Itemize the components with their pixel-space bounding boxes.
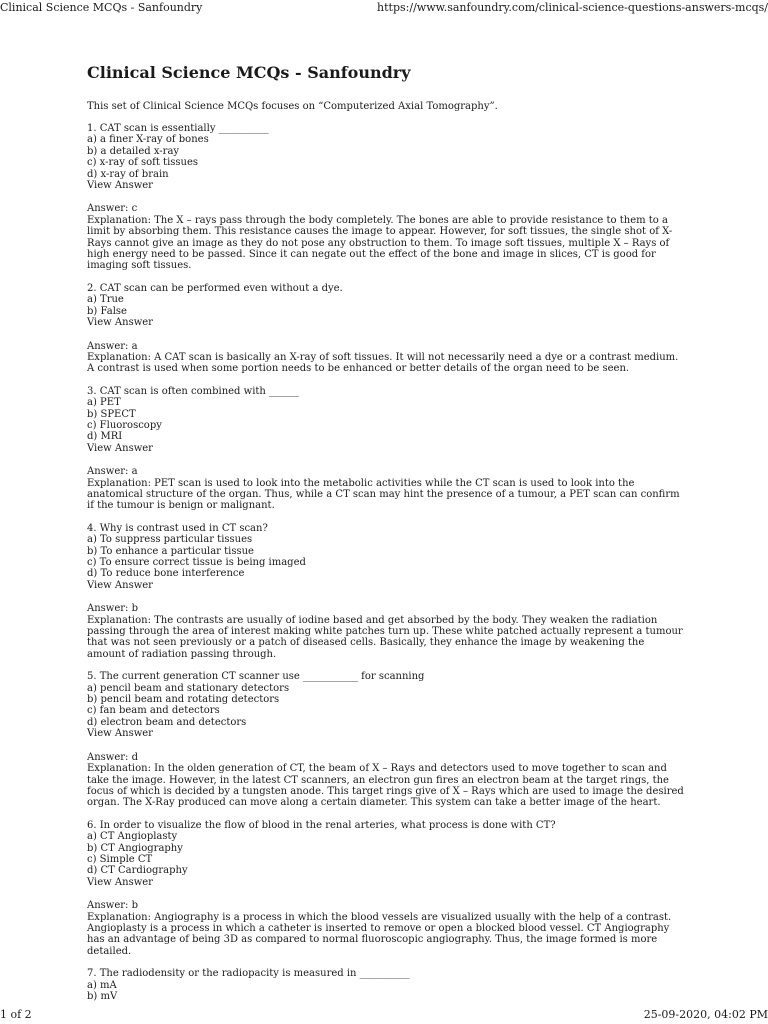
answer-option: a) To suppress particular tissues xyxy=(87,534,253,546)
answer-option: b) a detailed x-ray xyxy=(87,145,180,157)
explanation-text: Explanation: The X – rays pass through the body completely. The bones are able to provide resistance to them to a limit by absorbing them. This resistance causes the image to appear. However, for soft tissues, the single shot of X- Rays cannot give an image as they do not pose any obstruction to them. To image soft tissues, multiple X – Rays of high energy need to be passed. Since it can negate out the effect of the bone and image in slices, CT is good for imaging soft tissues. xyxy=(87,214,673,272)
answer-option: a) pencil beam and stationary detectors xyxy=(87,682,290,694)
answer-option: b) SPECT xyxy=(87,408,136,420)
question-text: 7. The radiodensity or the radiopacity is measured in __________ xyxy=(87,968,410,980)
explanation-text: Explanation: A CAT scan is basically an X-ray of soft tissues. It will not necessarily need a dye or a contrast medium. A contrast is used when some portion needs to be enhanced or better details of the organ need to be seen. xyxy=(87,351,679,375)
answer-option: b) pencil beam and rotating detectors xyxy=(87,694,280,706)
view-answer-link[interactable]: View Answer xyxy=(87,876,153,888)
print-footer xyxy=(0,1008,768,1022)
question-text: 3. CAT scan is often combined with ______ xyxy=(87,385,300,397)
answer-option: a) True xyxy=(87,294,124,306)
answer-label: Answer: a xyxy=(87,340,138,352)
answer-option: b) CT Angiography xyxy=(87,842,183,854)
answer-option: c) To ensure correct tissue is being imaged xyxy=(87,557,306,568)
print-header-url[interactable]: https://www.sanfoundry.com/clinical-science-questions-answers-mcqs/ xyxy=(377,1,768,14)
question-block xyxy=(87,671,685,808)
explanation-text: Explanation: Angiography is a process in which the blood vessels are visualized usually with the help of a contrast. Angioplasty is a process in which a catheter is inserted to remove or open a blocked blood vessel. CT Angiography has an advantage of being 3D as compared to normal fluoroscopic angiography. Thus, the image formed is more detailed. xyxy=(87,911,672,957)
answer-option: b) False xyxy=(87,305,127,317)
view-answer-link[interactable]: View Answer xyxy=(87,317,153,329)
view-answer-link[interactable]: View Answer xyxy=(87,442,153,454)
page-title: Clinical Science MCQs - Sanfoundry xyxy=(87,63,411,82)
print-header-title: Clinical Science MCQs - Sanfoundry xyxy=(0,1,203,14)
page-count: 1 of 2 xyxy=(0,1008,32,1021)
intro-text: This set of Clinical Science MCQs focuses on “Computerized Axial Tomography”. xyxy=(87,101,498,112)
answer-option: d) x-ray of brain xyxy=(87,168,169,180)
answer-option: d) CT Cardiography xyxy=(87,865,188,877)
answer-option: d) To reduce bone interference xyxy=(87,568,245,580)
answer-label: Answer: b xyxy=(87,900,139,912)
answer-option: d) electron beam and detectors xyxy=(87,716,247,728)
answer-label: Answer: b xyxy=(87,603,139,615)
view-answer-link[interactable]: View Answer xyxy=(87,728,153,740)
explanation-text: Explanation: The contrasts are usually of iodine based and get absorbed by the body. They weaken the radiation passing through the area of interest making white patches turn up. These white patched actually represent a tumour that was not seen previously or a patch of diseased cells. Basically, they enhance the image by weakening the amount of radiation passing through. xyxy=(87,614,683,660)
answer-option: a) CT Angioplasty xyxy=(87,831,178,843)
answer-label: Answer: a xyxy=(87,466,138,478)
print-timestamp: 25-09-2020, 04:02 PM xyxy=(643,1008,768,1021)
answer-option: a) mA xyxy=(87,979,117,991)
question-text: 5. The current generation CT scanner use ___________ for scanning xyxy=(87,671,425,683)
question-block xyxy=(87,820,685,957)
answer-option: a) a finer X-ray of bones xyxy=(87,134,209,146)
question-block xyxy=(87,523,685,660)
answer-option: b) mV xyxy=(87,991,118,1002)
answer-option: b) To enhance a particular tissue xyxy=(87,545,254,557)
answer-option: a) PET xyxy=(87,397,121,409)
explanation-text: Explanation: In the olden generation of CT, the beam of X – Rays and detectors used to move together to scan and take the image. However, in the latest CT scanners, an electron gun fires an electron beam at the target rings, the focus of which is decided by a tungsten anode. This target rings give of X – Rays which are used to image the desired organ. The X-Ray produced can move along a certain diameter. This system can take a better image of the heart. xyxy=(87,763,684,809)
question-text: 4. Why is contrast used in CT scan? xyxy=(87,522,268,534)
answer-label: Answer: c xyxy=(87,203,138,215)
question-block xyxy=(87,123,685,272)
answer-option: c) Simple CT xyxy=(87,853,153,865)
article xyxy=(87,62,685,1002)
view-answer-link[interactable]: View Answer xyxy=(87,180,153,192)
question-block xyxy=(87,968,685,1002)
answer-option: c) fan beam and detectors xyxy=(87,705,220,717)
explanation-text: Explanation: PET scan is used to look into the metabolic activities while the CT scan is used to look into the anatomical structure of the organ. Thus, while a CT scan may hint the presence of a tumour, a PET scan can confirm if the tumour is benign or malignant. xyxy=(87,477,680,512)
question-block xyxy=(87,386,685,512)
answer-label: Answer: d xyxy=(87,751,139,763)
answer-option: c) Fluoroscopy xyxy=(87,419,162,431)
question-text: 6. In order to visualize the flow of blood in the renal arteries, what process is done with CT? xyxy=(87,819,556,831)
question-text: 2. CAT scan can be performed even without a dye. xyxy=(87,282,343,294)
view-answer-link[interactable]: View Answer xyxy=(87,579,153,591)
question-block xyxy=(87,283,685,375)
question-text: 1. CAT scan is essentially __________ xyxy=(87,123,269,134)
answer-option: d) MRI xyxy=(87,431,123,443)
answer-option: c) x-ray of soft tissues xyxy=(87,157,199,169)
question-list xyxy=(87,123,685,1002)
print-header xyxy=(0,1,768,15)
